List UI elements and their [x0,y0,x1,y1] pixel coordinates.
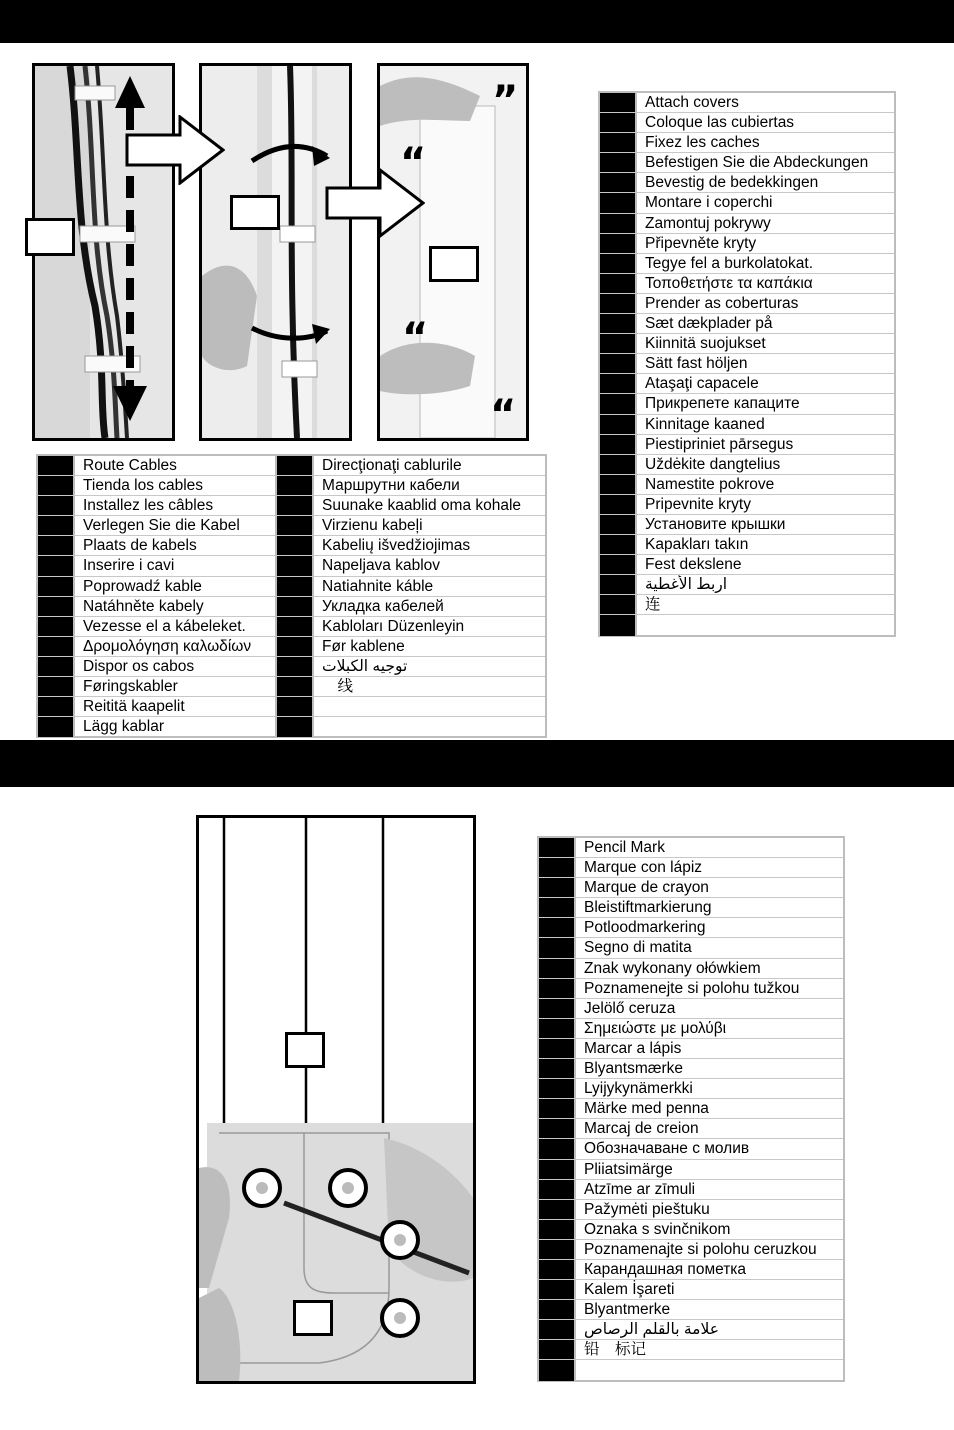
language-code-box [600,93,637,112]
attach-covers-table [598,91,896,637]
language-label: Tienda los cables [83,477,204,495]
language-label: Attach covers [645,94,739,111]
language-label: Marcaj de creion [584,1120,699,1138]
language-code-box [277,456,314,475]
language-code-box [600,193,637,212]
photo-pencil-mark [196,815,476,1384]
language-label: Dispor os cabos [83,657,195,675]
language-label: Kapakları takın [645,536,749,554]
language-label: Bleistiftmarkierung [584,899,712,917]
language-row [38,476,275,496]
language-code-box [539,1139,576,1158]
language-row [539,1280,843,1300]
language-label: Befestigen Sie die Abdeckungen [645,154,869,172]
language-code-box [600,153,637,172]
language-row [600,495,894,515]
language-row [277,617,545,637]
language-row [539,938,843,958]
language-row [600,254,894,274]
mark-circle-icon [382,1300,418,1336]
language-label: Kabelių išvedžiojimas [322,537,471,555]
language-code-box [600,294,637,313]
language-row [600,394,894,414]
language-row [600,595,894,615]
language-code-box [38,536,75,555]
language-code-box [539,1160,576,1179]
language-row [38,597,275,617]
language-code-box [600,415,637,434]
language-code-box [539,898,576,917]
route-cables-column-right [277,456,545,736]
language-row [539,1039,843,1059]
svg-text:”: ” [492,78,519,124]
language-label: علامة بالقلم الرصاص [584,1321,719,1339]
language-row [38,516,275,536]
language-label: Znak wykonany ołówkiem [584,959,761,977]
language-code-box [277,697,314,716]
language-code-box [277,516,314,535]
language-code-box [600,334,637,353]
language-row [539,1360,843,1380]
language-row [277,476,545,496]
language-code-box [539,1079,576,1098]
language-label: Installez les câbles [83,497,214,515]
language-code-box [277,536,314,555]
language-row [600,435,894,455]
language-code-box [38,577,75,596]
pencil-mark-illustration [199,818,473,1381]
language-row [539,1300,843,1320]
language-label: Kalem İşareti [584,1281,675,1299]
language-code-box [38,456,75,475]
language-label: Segno di matita [584,939,692,957]
language-code-box [539,918,576,937]
top-header-band [0,0,954,43]
svg-text:“: “ [400,140,427,186]
language-code-box [38,556,75,575]
language-row [539,1180,843,1200]
language-label: Märke med penna [584,1100,709,1118]
language-code-box [277,556,314,575]
language-label: Suunake kaablid oma kohale [322,497,522,515]
language-row [600,314,894,334]
language-row [600,234,894,254]
language-row [277,637,545,657]
language-code-box [38,717,75,737]
language-row [539,1059,843,1079]
language-label: Zamontuj pokrywy [645,214,771,232]
language-row [277,496,545,516]
language-row [539,1119,843,1139]
language-code-box [600,314,637,333]
language-label: Pencil Mark [584,839,665,856]
language-label: Fest dekslene [645,556,742,574]
language-code-box [600,254,637,273]
language-label: Uždėkite dangtelius [645,455,781,473]
language-label: Pažymėti pieštuku [584,1200,710,1218]
language-code-box [539,979,576,998]
language-label: Укладка кабелей [322,597,444,615]
language-code-box [539,1200,576,1219]
mark-circle-icon [382,1222,418,1258]
language-row [600,113,894,133]
language-label: Pliiatsimärge [584,1160,673,1178]
language-row [539,1079,843,1099]
callout-box [429,246,479,282]
language-row [600,133,894,153]
language-label [576,1360,843,1380]
language-label: Prender as coberturas [645,294,799,312]
language-label: Lyijykynämerkki [584,1080,693,1098]
language-row [38,556,275,576]
language-label: Kinnitage kaaned [645,415,765,433]
language-row [600,374,894,394]
language-label: Oznaka s svinčnikom [584,1220,731,1238]
language-label: Reititä kaapelit [83,698,185,716]
language-row [600,193,894,213]
language-row [38,617,275,637]
language-label: Σημειώστε με μολύβι [584,1019,727,1037]
language-label: Установите крышки [645,515,786,533]
language-row [600,354,894,374]
route-cables-column-left [38,456,277,736]
language-code-box [539,1180,576,1199]
language-code-box [600,475,637,494]
language-code-box [600,455,637,474]
language-label: Прикрепете капаците [645,395,800,413]
language-code-box [539,1280,576,1299]
language-row [600,555,894,575]
language-label: Tegye fel a burkolatokat. [645,254,814,272]
language-row [600,274,894,294]
language-row [38,657,275,677]
language-row [600,173,894,193]
language-code-box [38,677,75,696]
language-label: Маршрутни кабели [322,477,460,495]
language-row [600,415,894,435]
language-row [539,1220,843,1240]
language-label: Poprowadź kable [83,577,202,595]
language-row [539,918,843,938]
language-code-box [38,617,75,636]
language-label: Sæt dækplader på [645,315,773,333]
language-code-box [277,597,314,616]
language-code-box [539,1320,576,1339]
language-row [277,657,545,677]
language-row [38,637,275,657]
language-label: 连 [645,596,661,614]
language-label: توجيه الكبلات [322,657,408,675]
language-row [277,536,545,556]
language-row [277,556,545,576]
language-code-box [600,394,637,413]
language-row [38,577,275,597]
language-code-box [38,597,75,616]
language-row [600,93,894,113]
language-label: Potloodmarkering [584,919,706,937]
language-label: Verlegen Sie die Kabel [83,517,240,535]
language-label: Plaats de kabels [83,537,197,555]
language-code-box [600,575,637,594]
language-row [539,1340,843,1360]
language-label: Blyantmerke [584,1301,671,1319]
language-code-box [600,214,637,233]
language-code-box [539,1119,576,1138]
language-label: Marque con lápiz [584,859,703,877]
language-code-box [539,1240,576,1259]
language-row [38,717,275,737]
language-row [600,455,894,475]
language-label: Natáhněte kabely [83,597,204,615]
language-label: Napeljava kablov [322,557,441,575]
language-code-box [600,234,637,253]
language-code-box [539,1300,576,1319]
language-row [600,153,894,173]
language-row [277,677,545,697]
language-label: Vezesse el a kábeleket. [83,617,246,635]
language-row [38,677,275,697]
mark-circle-icon [330,1170,366,1206]
language-row [600,475,894,495]
language-code-box [539,999,576,1018]
language-row [277,697,545,717]
language-row [539,1200,843,1220]
language-row [539,1240,843,1260]
language-label: Poznamenejte si polohu tužkou [584,979,800,997]
section-header-band [0,740,954,787]
language-code-box [539,1360,576,1380]
language-label: Fixez les caches [645,134,760,152]
language-code-box [600,173,637,192]
language-code-box [600,354,637,373]
language-row [539,979,843,999]
language-code-box [539,1340,576,1359]
language-label: 线 [322,678,354,696]
language-label: Δρομολόγηση καλωδίων [83,637,252,655]
language-row [539,838,843,858]
step-arrow-icon [325,168,425,238]
language-label [637,615,894,635]
language-code-box [277,476,314,495]
language-label [314,697,545,716]
language-row [277,577,545,597]
language-code-box [600,515,637,534]
language-label: Bevestig de bedekkingen [645,174,819,192]
language-label: Føringskabler [83,678,178,696]
language-label: Marcar a lápis [584,1039,682,1057]
language-label: Poznamenajte si polohu ceruzkou [584,1240,817,1258]
language-label: Kiinnitä suojukset [645,335,766,353]
mark-circle-icon [244,1170,280,1206]
language-code-box [277,717,314,737]
svg-text:“: “ [402,315,429,361]
language-label: Coloque las cubiertas [645,114,795,132]
language-code-box [277,657,314,676]
language-row [539,999,843,1019]
language-row [600,615,894,635]
pencil-mark-table [537,836,845,1382]
language-code-box [600,615,637,635]
callout-box [285,1032,325,1068]
language-row [539,898,843,918]
callout-box [25,218,75,256]
language-row [38,536,275,556]
language-row [600,334,894,354]
language-label: Pripevnite kryty [645,495,751,513]
callout-box [293,1300,333,1336]
language-row [600,294,894,314]
language-row [539,878,843,898]
language-code-box [600,535,637,554]
language-label: Atzīme ar zīmuli [584,1180,696,1198]
language-label: Namestite pokrove [645,475,775,493]
language-row [600,214,894,234]
language-label: Direcţionaţi cablurile [322,457,462,474]
language-code-box [38,516,75,535]
language-code-box [539,1220,576,1239]
language-code-box [600,435,637,454]
language-code-box [277,617,314,636]
language-label: Kabloları Düzenleyin [322,617,465,635]
language-code-box [539,938,576,957]
language-label: Карандашная пометка [584,1260,747,1278]
language-label: Natiahnite káble [322,577,434,595]
language-row [539,858,843,878]
language-row [277,456,545,476]
language-code-box [539,1059,576,1078]
language-label: Inserire i cavi [83,557,175,575]
language-row [539,1160,843,1180]
language-label: Blyantsmærke [584,1060,684,1078]
language-code-box [539,858,576,877]
route-cables-table [36,454,547,738]
language-code-box [539,1039,576,1058]
language-code-box [600,274,637,293]
language-row [277,597,545,617]
language-code-box [539,959,576,978]
language-label: Montare i coperchi [645,194,773,212]
step-arrow-icon [125,115,225,185]
language-code-box [38,476,75,495]
svg-text:“: “ [490,392,517,438]
language-row [600,535,894,555]
language-row [539,1019,843,1039]
language-row [277,516,545,536]
language-code-box [277,677,314,696]
language-code-box [600,495,637,514]
language-code-box [600,555,637,574]
language-code-box [539,838,576,857]
language-label: Sätt fast höljen [645,355,748,373]
language-label: Обозначаване с молив [584,1140,750,1158]
callout-box [230,195,280,230]
language-row [600,515,894,535]
language-code-box [600,113,637,132]
language-code-box [600,133,637,152]
language-label: Marque de crayon [584,879,709,897]
language-label: Piestipriniet pārsegus [645,435,794,453]
language-row [539,959,843,979]
language-label [314,717,545,737]
language-row [277,717,545,737]
language-row [539,1099,843,1119]
language-row [539,1320,843,1340]
language-row [38,697,275,717]
language-code-box [600,374,637,393]
language-row [38,496,275,516]
language-label: 铅 标记 [584,1341,647,1359]
language-label: Route Cables [83,457,177,474]
language-label: اربط الأغطية [645,576,728,594]
language-code-box [600,595,637,614]
language-code-box [277,577,314,596]
language-code-box [539,1019,576,1038]
language-label: Virzienu kabeļi [322,517,423,535]
language-code-box [539,1099,576,1118]
language-code-box [277,496,314,515]
language-row [38,456,275,476]
language-label: Lägg kablar [83,718,165,736]
language-code-box [277,637,314,656]
language-code-box [38,657,75,676]
language-label: Før kablene [322,637,405,655]
language-label: Jelölő ceruza [584,999,676,1017]
language-code-box [539,1260,576,1279]
language-label: Připevněte kryty [645,234,757,252]
language-label: Ataşaţi capacele [645,375,759,393]
language-label: Τοποθετήστε τα καπάκια [645,274,813,292]
language-code-box [38,496,75,515]
language-row [539,1139,843,1159]
language-code-box [539,878,576,897]
language-row [600,575,894,595]
language-code-box [38,697,75,716]
language-row [539,1260,843,1280]
language-code-box [38,637,75,656]
